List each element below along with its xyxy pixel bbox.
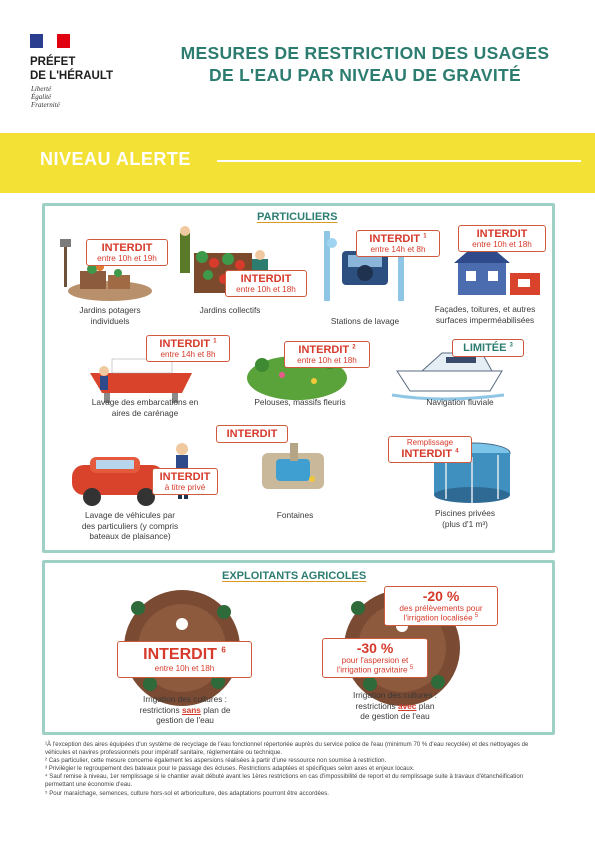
header bbox=[0, 0, 595, 120]
agricoles-heading: EXPLOITANTS AGRICOLES bbox=[222, 570, 367, 582]
restriction-badge: INTERDIT $^1$ entre 14h et 8h bbox=[356, 230, 440, 257]
restriction-badge: INTERDIT entre 10h et 18h bbox=[225, 270, 307, 297]
footnote: ⁵ Pour maraîchage, semences, culture hors-sol et arboriculture, des adaptations pourront être accordées. bbox=[45, 789, 330, 797]
agri-reduction-badge-2: -30 % pour l'aspersion et l'irrigation gravitaire $^5$ bbox=[322, 638, 428, 678]
restriction-badge: LIMITÉE $^3$ bbox=[452, 339, 524, 357]
particuliers-heading: PARTICULIERS bbox=[257, 211, 338, 223]
item-caption: Piscines privées (plus d'1 m³) bbox=[435, 508, 495, 529]
footnotes bbox=[45, 741, 553, 798]
footnote: ¹À l'exception des aires équipées d'un système de recyclage de l'eau fonctionnel répertoriée auprès du service police de l'eau (minimum 70 % d'eau recyclée) et des nettoyages de véhicules et navires professionnels pour impératif sanitaire, réglementaire ou technique. bbox=[45, 741, 529, 757]
level-divider bbox=[217, 160, 581, 162]
marianne-flag-icon bbox=[30, 34, 70, 48]
item-caption: Jardins potagers individuels bbox=[79, 305, 141, 326]
restriction-badge: INTERDIT bbox=[216, 425, 288, 443]
footnote: ² Cas particulier, cette mesure concerne également les aspersions réalisées à partir d'une ressource non soumise à restriction. bbox=[45, 757, 387, 765]
restriction-badge: INTERDIT entre 10h et 19h bbox=[86, 239, 168, 266]
restriction-badge: INTERDIT $^2$ entre 10h et 18h bbox=[284, 341, 370, 368]
restriction-badge: Remplissage INTERDIT $^4$ bbox=[388, 436, 472, 463]
item-caption: Jardins collectifs bbox=[199, 305, 261, 315]
item-caption: Fontaines bbox=[276, 510, 314, 520]
item-caption: Lavage des embarcations en aires de carénage bbox=[91, 397, 199, 418]
restriction-badge: INTERDIT entre 10h et 18h bbox=[458, 225, 546, 252]
item-caption: Pelouses, massifs fleuris bbox=[254, 397, 346, 407]
agri-caption-right: Irrigation des cultures : restrictions avec plan de gestion de l'eau bbox=[353, 690, 437, 721]
item-caption: Stations de lavage bbox=[330, 316, 400, 326]
agri-restriction-badge: INTERDIT $^6$ entre 10h et 18h bbox=[117, 641, 252, 678]
yacht-icon bbox=[392, 353, 504, 399]
fountain-icon bbox=[262, 443, 324, 489]
footnote: ³ Privilégier le regroupement des bateaux pour le passage des écluses. Restrictions adaptées et spécifiques selon axes et enjeux locaux. bbox=[45, 765, 415, 773]
level-title: NIVEAU ALERTE bbox=[40, 149, 191, 169]
restriction-badge: INTERDIT à titre privé bbox=[152, 468, 218, 495]
item-caption: Lavage de véhicules par des particuliers (y compris bateaux de plaisance) bbox=[81, 510, 179, 541]
prefet-name: PRÉFET DE L'HÉRAULT bbox=[30, 56, 114, 82]
footnote: ⁴ Sauf remise à niveau, 1er remplissage si le chantier avait débuté avant les 1ères restrictions en cas d'impossibilité de report et du remplissage suite à travaux d'étanchéification permettant une économie d'eau. bbox=[45, 773, 524, 789]
agri-caption-left: Irrigation des cultures : restrictions sans plan de gestion de l'eau bbox=[139, 694, 231, 725]
item-caption: Navigation fluviale bbox=[426, 397, 494, 407]
agri-reduction-badge-1: -20 % des prélèvements pour l'irrigation localisée $^5$ bbox=[384, 586, 498, 626]
restriction-badge: INTERDIT $^1$ entre 14h et 8h bbox=[146, 335, 230, 362]
page-title: MESURES DE RESTRICTION DES USAGES DE L'EAU PAR NIVEAU DE GRAVITÉ bbox=[180, 43, 550, 85]
republic-motto: Liberté Égalité Fraternité bbox=[31, 85, 60, 109]
item-caption: Façades, toitures, et autres surfaces imperméabilisées bbox=[434, 304, 536, 325]
